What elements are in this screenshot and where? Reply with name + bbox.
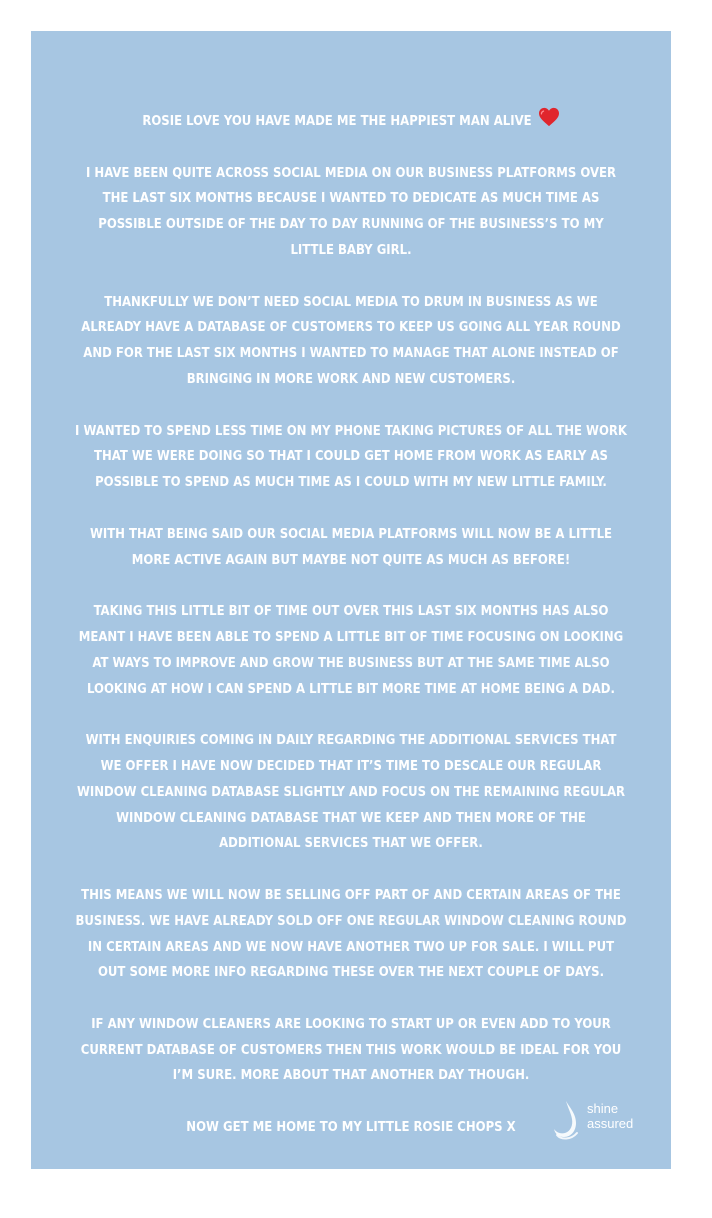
story-paragraph: I HAVE BEEN QUITE ACROSS SOCIAL MEDIA ON OUR BUSINESS PLATFORMS OVER THE LAST SIX MONTHS BECAUSE I WANTED TO DEDICATE AS MUCH TIME AS POSSIBLE OUTSIDE OF THE DAY TO DAY RUNNING OF THE BUSINESS’S TO MY LITTLE BABY GIRL. [85, 165, 617, 258]
story-text [31, 107, 671, 1218]
story-paragraph: THANKFULLY WE DON’T NEED SOCIAL MEDIA TO DRUM IN BUSINESS AS WE ALREADY HAVE A DATABASE OF CUSTOMERS TO KEEP US GOING ALL YEAR ROUND AND FOR THE LAST SIX MONTHS I WANTED TO MANAGE THAT ALONE INSTEAD OF BRINGING IN MORE WORK AND NEW CUSTOMERS. [81, 294, 621, 387]
story-card [31, 31, 671, 1187]
story-paragraph: THIS MEANS WE WILL NOW BE SELLING OFF PART OF AND CERTAIN AREAS OF THE BUSINESS. WE HAVE ALREADY SOLD OFF ONE REGULAR WINDOW CLEANING ROUND IN CERTAIN AREAS AND WE NOW HAVE ANOTHER TWO UP FOR SALE. I WILL PUT OUT SOME MORE INFO REGARDING THESE OVER THE NEXT COUPLE OF DAYS. [75, 887, 627, 981]
logo-line-1: shine [587, 1101, 619, 1116]
story-paragraph: I WANTED TO SPEND LESS TIME ON MY PHONE TAKING PICTURES OF ALL THE WORK THAT WE WERE DOING SO THAT I COULD GET HOME FROM WORK AS EARLY AS POSSIBLE TO SPEND AS MUCH TIME AS I COULD WITH MY NEW LITTLE FAMILY. [75, 423, 627, 491]
story-paragraph: TAKING THIS LITTLE BIT OF TIME OUT OVER THIS LAST SIX MONTHS HAS ALSO MEANT I HAVE BEEN ABLE TO SPEND A LITTLE BIT OF TIME FOCUSING ON LOOKING AT WAYS TO IMPROVE AND GROW THE BUSINESS BUT AT THE SAME TIME ALSO LOOKING AT HOW I CAN SPEND A LITTLE BIT MORE TIME AT HOME BEING A DAD. [78, 604, 624, 697]
logo-line-2: assured [587, 1116, 634, 1131]
headline-text: ROSIE LOVE YOU HAVE MADE ME THE HAPPIEST MAN ALIVE [142, 114, 532, 129]
heart-icon [538, 107, 560, 127]
shine-assured-logo [551, 1095, 661, 1145]
water-drop-icon [551, 1099, 581, 1141]
logo-wordmark [587, 1101, 633, 1131]
story-paragraph: WITH THAT BEING SAID OUR SOCIAL MEDIA PLATFORMS WILL NOW BE A LITTLE MORE ACTIVE AGAIN BUT MAYBE NOT QUITE AS MUCH AS BEFORE! [89, 526, 613, 568]
story-headline [31, 107, 671, 135]
story-paragraph: IF ANY WINDOW CLEANERS ARE LOOKING TO START UP OR EVEN ADD TO YOUR CURRENT DATABASE OF CUSTOMERS THEN THIS WORK WOULD BE IDEAL FOR YOU I’M SURE. MORE ABOUT THAT ANOTHER DAY THOUGH. [80, 1016, 622, 1084]
story-paragraph: WITH ENQUIRIES COMING IN DAILY REGARDING THE ADDITIONAL SERVICES THAT WE OFFER I HAVE NOW DECIDED THAT IT’S TIME TO DESCALE OUR REGULAR WINDOW CLEANING DATABASE SLIGHTLY AND FOCUS ON THE REMAINING REGULAR WINDOW CLEANING DATABASE THAT WE KEEP AND THEN MORE OF THE ADDITIONAL SERVICES THAT WE OFFER. [76, 733, 626, 852]
story-paragraph: NOW GET ME HOME TO MY LITTLE ROSIE CHOPS X [186, 1120, 516, 1136]
story-signature: RYAN [333, 1171, 369, 1187]
